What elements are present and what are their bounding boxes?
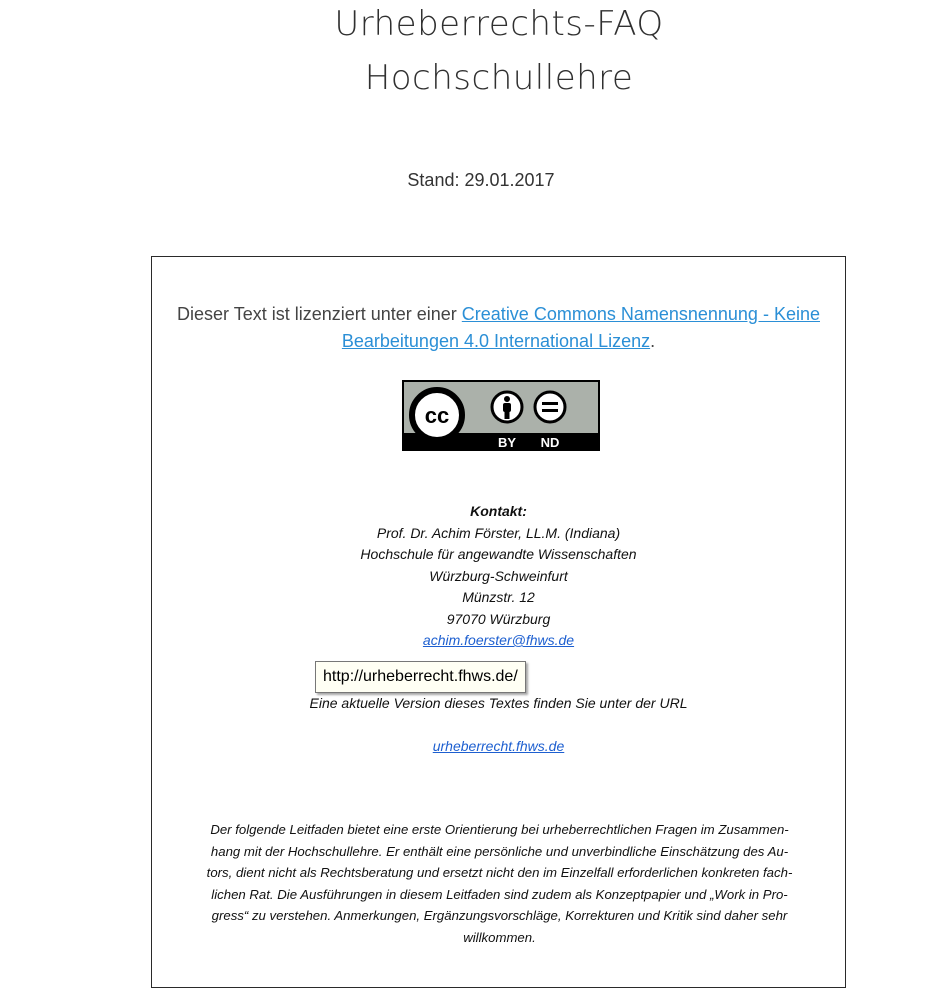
cc-by-nd-badge[interactable]	[402, 380, 600, 451]
badge-label-by: BY	[497, 435, 517, 450]
disclaimer-line: willkommen.	[463, 929, 536, 945]
license-prefix: Dieser Text ist lizenziert unter einer	[177, 304, 462, 324]
cc-icon-text: cc	[424, 403, 450, 428]
disclaimer-line: gress“ zu verstehen. Anmerkungen, Ergänzungsvorschläge, Korrekturen und Kritik sind daher sehr	[211, 908, 788, 923]
disclaimer-line: tors, dient nicht als Rechtsberatung und ersetzt nicht den im Einzelfall erforderlichen konkreten fach-	[206, 865, 793, 880]
license-statement	[152, 301, 845, 355]
disclaimer-line: lichen Rat. Die Ausführungen in diesem Leitfaden sind zudem als Konzeptpapier und „Work in Pro-	[211, 886, 788, 902]
contact-block	[152, 501, 845, 652]
disclaimer-line: Der folgende Leitfaden bietet eine erste Orientierung bei urheberrechtlichen Fragen im Zusammen-	[210, 822, 789, 837]
contact-institution-line1: Hochschule für angewandte Wissenschaften	[360, 546, 637, 562]
contact-institution-line2: Würzburg-Schweinfurt	[429, 567, 568, 584]
cc-icon	[412, 390, 462, 440]
document-title-line2: Hochschullehre	[364, 58, 634, 98]
contact-email-link[interactable]: achim.foerster@fhws.de	[422, 632, 575, 648]
document-date: Stand: 29.01.2017	[407, 170, 555, 190]
no-derivatives-icon	[535, 392, 565, 422]
attribution-icon	[492, 392, 522, 422]
document-title-line1: Urheberrechts-FAQ	[334, 4, 664, 44]
contact-street: Münzstr. 12	[462, 589, 535, 605]
license-link[interactable]: Creative Commons Namensnennung - Keine Bearbeitungen 4.0 International Lizenz	[341, 304, 820, 351]
version-note: Eine aktuelle Version dieses Textes finden Sie unter der URL	[309, 695, 688, 711]
contact-city: 97070 Würzburg	[446, 610, 551, 627]
license-suffix: .	[650, 331, 656, 351]
badge-label-nd: ND	[540, 435, 560, 450]
version-url-link[interactable]: urheberrecht.fhws.de	[432, 738, 565, 754]
url-tooltip: http://urheberrecht.fhws.de/	[315, 661, 526, 693]
disclaimer	[162, 819, 837, 948]
contact-name: Prof. Dr. Achim Förster, LL.M. (Indiana)	[376, 524, 621, 541]
contact-heading: Kontakt:	[470, 503, 527, 519]
disclaimer-line: hang mit der Hochschullehre. Er enthält eine persönliche und unverbindliche Einschätzung des Au-	[210, 843, 789, 859]
license-box	[151, 256, 846, 988]
